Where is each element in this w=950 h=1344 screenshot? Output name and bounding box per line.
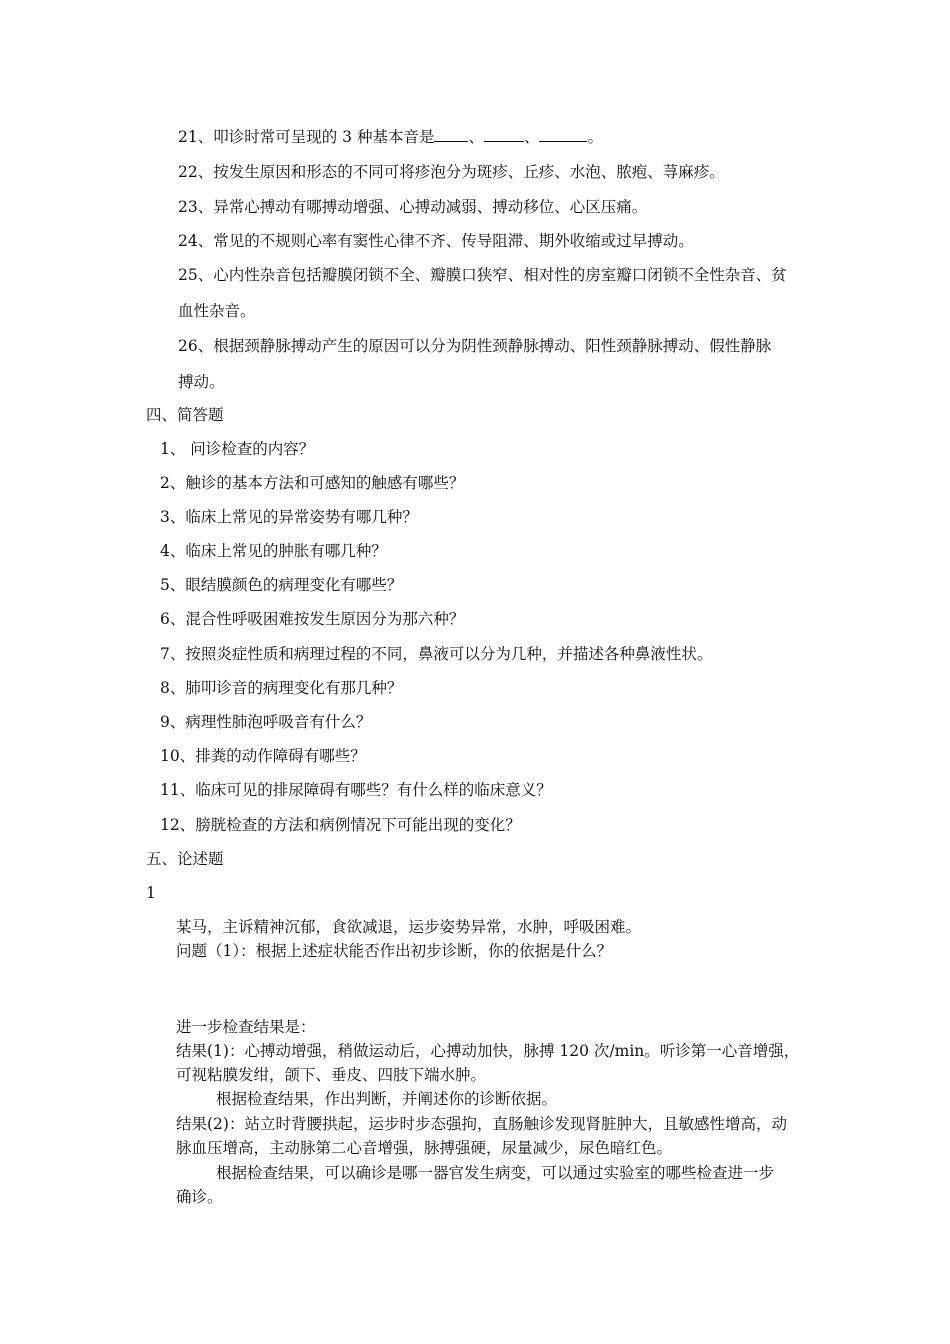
short-answer-item: 5、眼结膜颜色的病理变化有哪些？ bbox=[160, 576, 403, 594]
question-21-text: 21、叩诊时常可呈现的 3 种基本音是 bbox=[178, 128, 435, 146]
case-description: 某马，主诉精神沉郁，食欲减退，运步姿势异常，水肿，呼吸困难。 bbox=[176, 918, 642, 936]
result-1-line-2: 可视粘膜发绀，颌下、垂皮、四肢下端水肿。 bbox=[176, 1066, 487, 1084]
short-answer-item: 10、排粪的动作障碍有哪些？ bbox=[160, 747, 366, 765]
question-25-line-2: 血性杂音。 bbox=[178, 302, 256, 320]
question-22: 22、按发生原因和形态的不同可将疹泡分为斑疹、丘疹、水泡、脓疱、荨麻疹。 bbox=[178, 163, 725, 181]
question-24: 24、常见的不规则心率有窦性心律不齐、传导阻滞、期外收缩或过早搏动。 bbox=[178, 232, 694, 250]
separator: 、 bbox=[523, 128, 540, 146]
question-25-line-1: 25、心内性杂音包括瓣膜闭锁不全、瓣膜口狭窄、相对性的房室瓣口闭锁不全性杂音、贫 bbox=[178, 266, 787, 284]
answer-blank bbox=[539, 127, 587, 142]
short-answer-item: 1、 问诊检查的内容？ bbox=[160, 440, 315, 458]
short-answer-item: 6、混合性呼吸困难按发生原因分为那六种？ bbox=[160, 610, 465, 628]
question-1: 问题（1）：根据上述症状能否作出初步诊断，你的依据是什么？ bbox=[176, 942, 613, 960]
answer-blank bbox=[484, 127, 524, 142]
short-answer-item: 12、膀胱检查的方法和病例情况下可能出现的变化？ bbox=[160, 816, 521, 834]
result-2-line-1: 结果(2)：站立时背腰拱起，运步时步态强拘，直肠触诊发现肾脏肿大，且敏感性增高，动 bbox=[176, 1115, 787, 1133]
section-5-heading: 五、论述题 bbox=[146, 850, 224, 868]
result-1-line-1: 结果(1)：心搏动增强，稍做运动后，心搏动加快，脉搏 120 次/min。听诊第一心音增强， bbox=[176, 1042, 800, 1060]
result-2-task-line-1: 根据检查结果，可以确诊是哪一器官发生病变，可以通过实验室的哪些检查进一步 bbox=[216, 1164, 775, 1182]
question-26-line-2: 搏动。 bbox=[178, 373, 225, 391]
separator: 、 bbox=[468, 128, 484, 146]
period: 。 bbox=[587, 128, 603, 146]
question-26-line-1: 26、根据颈静脉搏动产生的原因可以分为阴性颈静脉搏动、阳性颈静脉搏动、假性静脉 bbox=[178, 337, 772, 355]
short-answer-item: 11、临床可见的排尿障碍有哪些？有什么样的临床意义？ bbox=[160, 781, 552, 799]
question-21 bbox=[178, 127, 603, 147]
section-4-heading: 四、简答题 bbox=[146, 406, 224, 424]
question-23: 23、异常心搏动有哪搏动增强、心搏动减弱、搏动移位、心区压痛。 bbox=[178, 198, 648, 216]
further-exam-heading: 进一步检查结果是： bbox=[176, 1018, 316, 1036]
result-1-task: 根据检查结果，作出判断，并阐述你的诊断依据。 bbox=[216, 1090, 558, 1108]
result-2-line-2: 脉血压增高，主动脉第二心音增强，脉搏强硬，尿量减少，尿色暗红色。 bbox=[176, 1139, 673, 1157]
answer-blank bbox=[434, 127, 468, 142]
result-2-task-line-2: 确诊。 bbox=[176, 1188, 223, 1206]
short-answer-item: 9、病理性肺泡呼吸音有什么？ bbox=[160, 713, 372, 731]
short-answer-item: 2、触诊的基本方法和可感知的触感有哪些？ bbox=[160, 474, 465, 492]
short-answer-item: 7、按照炎症性质和病理过程的不同，鼻液可以分为几种，并描述各种鼻液性状。 bbox=[160, 645, 713, 663]
short-answer-item: 8、肺叩诊音的病理变化有那几种？ bbox=[160, 679, 403, 697]
short-answer-item: 4、临床上常见的肿胀有哪几种？ bbox=[160, 542, 387, 560]
essay-number: 1 bbox=[146, 884, 156, 902]
short-answer-item: 3、临床上常见的异常姿势有哪几种？ bbox=[160, 508, 418, 526]
